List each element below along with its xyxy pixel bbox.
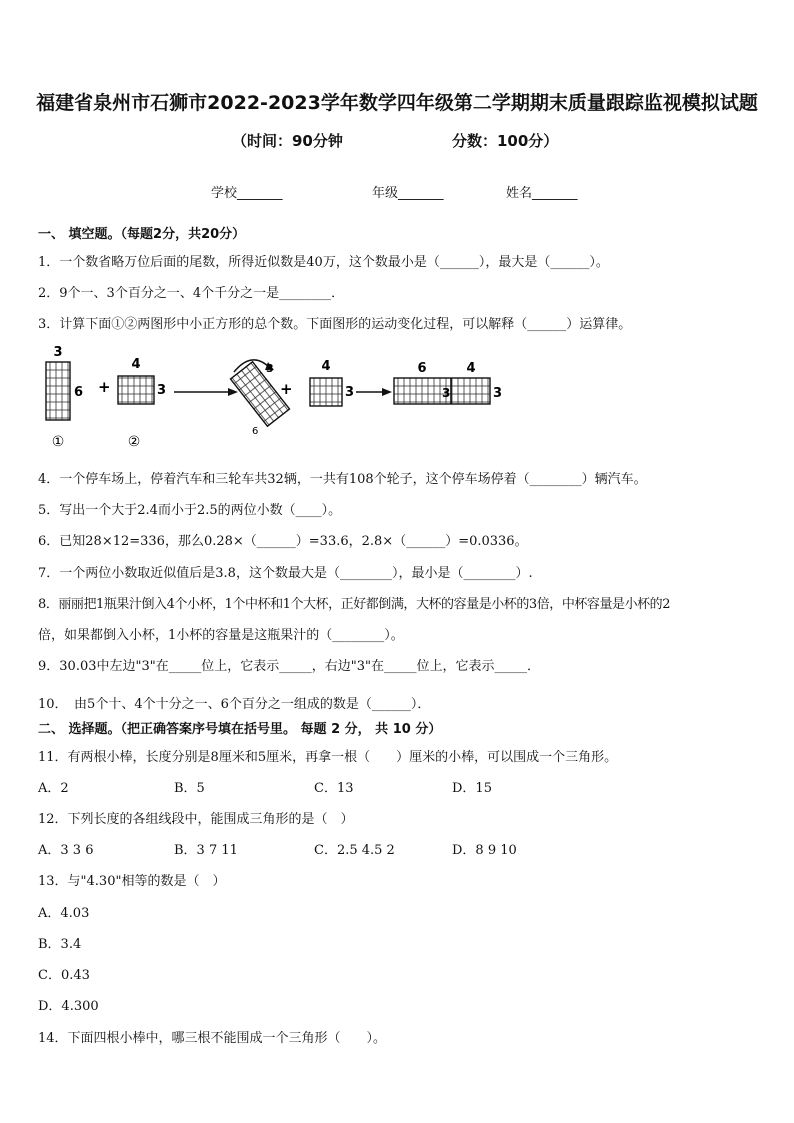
question-4: 4．一个停车场上，停着汽车和三轮车共32辆，一共有108个轮子，这个停车场停着（________）辆汽车。 xyxy=(38,472,647,487)
rotated-side-label: 3 xyxy=(266,362,274,375)
figure-label-2: ② xyxy=(127,434,141,450)
q11-option-d[interactable]: D．15 xyxy=(452,781,492,796)
grid-1-side-label: 6 xyxy=(74,385,84,400)
q12-option-c[interactable]: C．2.5 4.5 2 xyxy=(314,843,395,858)
q11-option-b[interactable]: B．5 xyxy=(174,781,205,796)
transform-arrow-2 xyxy=(356,388,392,396)
question-8-line-2: 倍，如果都倒入小杯，1小杯的容量是这瓶果汁的（________）。 xyxy=(38,628,404,643)
question-11: 11．有两根小棒，长度分别是8厘米和5厘米，再拿一根（ ）厘米的小棒，可以围成一个三角形。 xyxy=(38,750,618,765)
combined-top-right-label: 4 xyxy=(466,361,476,376)
grid-2-top-label: 4 xyxy=(131,357,141,372)
question-6: 6．已知28×12=336，那么0.28×（______）=33.6，2.8×（______）=0.0336。 xyxy=(38,534,528,549)
figure-label-1: ① xyxy=(51,434,65,450)
question-2: 2．9个一、3个百分之一、4个千分之一是________． xyxy=(38,286,345,301)
question-10: 10． 由5个十、4个十分之一、6个百分之一组成的数是（______）． xyxy=(38,697,431,712)
plus-sign-1: + xyxy=(98,378,111,396)
grid-figure-2 xyxy=(118,357,166,450)
time-limit: （时间：90分钟 xyxy=(232,132,343,150)
question-3: 3．计算下面①②两图形中小正方形的总个数。下面图形的运动变化过程，可以解释（______）运算律。 xyxy=(38,317,632,332)
grid-2-side-label: 3 xyxy=(157,383,167,398)
q11-option-a[interactable]: A．2 xyxy=(38,781,69,796)
section-heading-fill: 一、 填空题。（每题2分，共20分） xyxy=(38,227,246,242)
combined-mid-label: 3 xyxy=(442,386,451,400)
question-1: 1．一个数省略万位后面的尾数，所得近似数是40万，这个数最小是（______），最大是（______）。 xyxy=(38,255,609,270)
grid-figure-3 xyxy=(310,359,354,406)
combined-top-left-label: 6 xyxy=(417,361,427,376)
grid-figure-1 xyxy=(46,346,83,450)
q12-option-a[interactable]: A．3 3 6 xyxy=(38,843,94,858)
school-field: 学校_______ xyxy=(211,186,283,201)
rotated-grid-figure xyxy=(230,360,289,437)
transform-arrow-1 xyxy=(174,388,238,396)
q13-option-d[interactable]: D．4.300 xyxy=(38,999,99,1014)
q13-option-b[interactable]: B．3.4 xyxy=(38,937,82,952)
question-5: 5．写出一个大于2.4而小于2.5的两位小数（____）。 xyxy=(38,503,342,518)
question-8-line-1: 8．丽丽把1瓶果汁倒入4个小杯，1个中杯和1个大杯，正好都倒满，大杯的容量是小杯的3倍，中杯容量是小杯的2 xyxy=(38,597,671,612)
question-9: 9．30.03中左边"3"在_____位上，它表示_____，右边"3"在_____位上，它表示_____． xyxy=(38,659,540,674)
q13-option-c[interactable]: C．0.43 xyxy=(38,968,90,983)
grade-field: 年级_______ xyxy=(372,186,444,201)
combined-grid-figure xyxy=(394,361,502,404)
grid-3-top-label: 4 xyxy=(321,359,331,374)
question-7: 7．一个两位小数取近似值后是3.8，这个数最大是（________），最小是（________）. xyxy=(38,566,533,581)
question-3-figure xyxy=(38,346,508,450)
q11-option-c[interactable]: C．13 xyxy=(314,781,354,796)
question-14: 14．下面四根小棒中，哪三根不能围成一个三角形（ ）。 xyxy=(38,1031,387,1046)
plus-sign-2: + xyxy=(280,380,293,398)
rotated-bottom-label: 6 xyxy=(252,426,259,437)
grid-3-side-label: 3 xyxy=(345,385,355,400)
name-field: 姓名_______ xyxy=(506,186,578,201)
q12-option-d[interactable]: D．8 9 10 xyxy=(452,843,517,858)
exam-title: 福建省泉州市石狮市2022-2023学年数学四年级第二学期期末质量跟踪监视模拟试题 xyxy=(36,92,758,114)
section-heading-choice: 二、 选择题。（把正确答案序号填在括号里。 每题 2 分， 共 10 分） xyxy=(38,722,442,737)
q12-option-b[interactable]: B．3 7 11 xyxy=(174,843,238,858)
q13-option-a[interactable]: A．4.03 xyxy=(38,906,90,921)
total-score: 分数：100分） xyxy=(452,132,559,150)
question-13: 13．与"4.30"相等的数是（ ） xyxy=(38,874,226,889)
question-12: 12．下列长度的各组线段中，能围成三角形的是（ ） xyxy=(38,812,354,827)
grid-1-top-label: 3 xyxy=(53,346,63,360)
combined-side-label: 3 xyxy=(493,386,503,401)
